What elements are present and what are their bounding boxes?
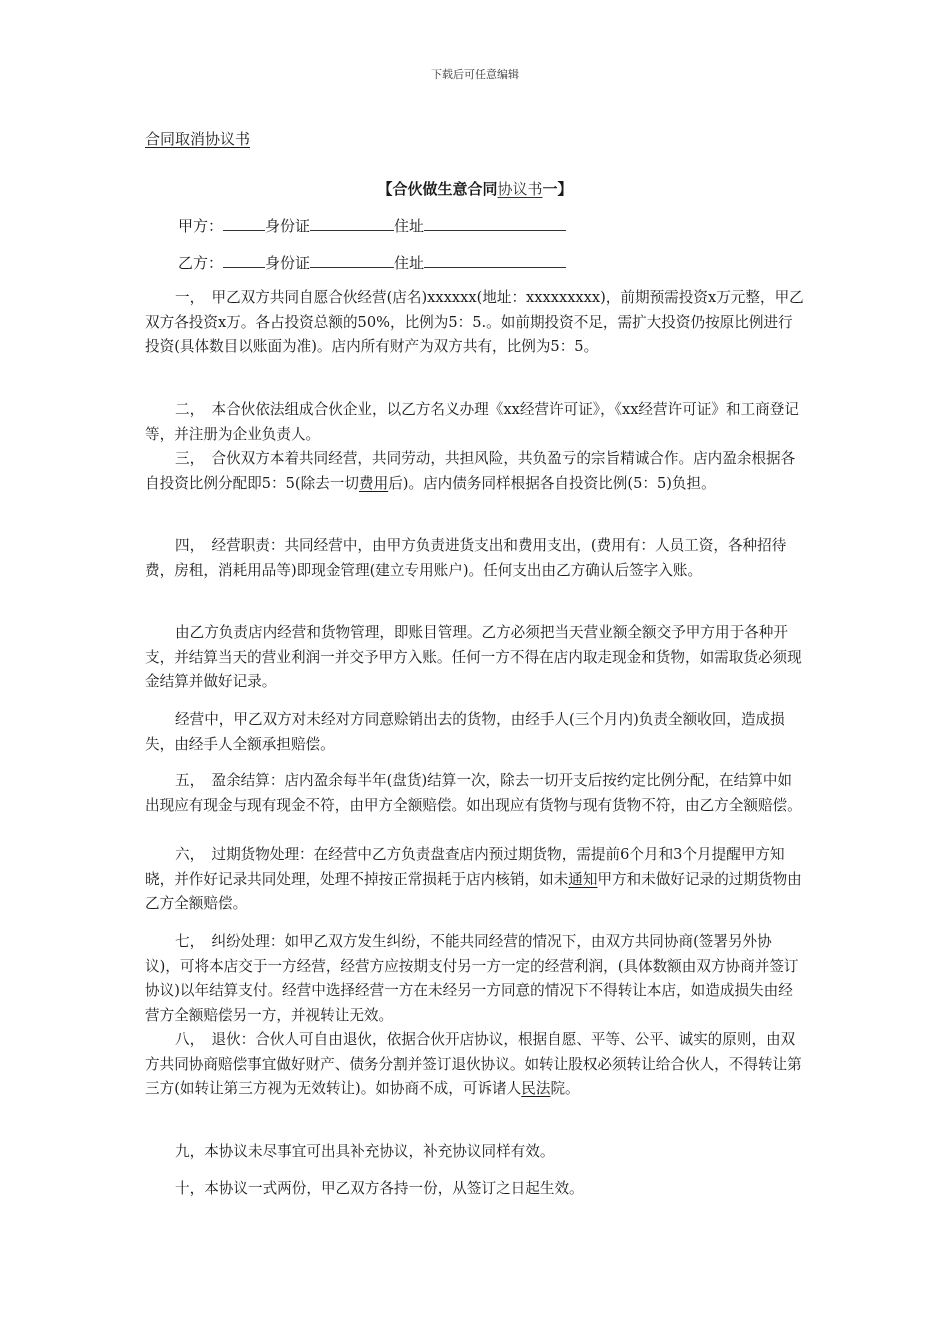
party-a-label: 甲方： xyxy=(178,217,224,235)
clause-4-goods: 由乙方负责店内经营和货物管理，即账目管理。乙方必须把当天营业额全额交予甲方用于各种开支，并结算当天的营业利润一并交予甲方入账。任何一方不得在店内取走现金和货物，如需取货必须现金结算并做好记录。 xyxy=(145,624,802,690)
main-title-prefix: 【合伙做生意合同 xyxy=(377,180,498,198)
party-a-addr-label: 住址 xyxy=(394,217,425,235)
party-a-addr-blank xyxy=(424,217,566,231)
main-title-suffix: 一】 xyxy=(542,180,573,198)
party-b-addr-label: 住址 xyxy=(394,254,425,272)
clause-4-credit: 经营中，甲乙双方对未经对方同意赊销出去的货物，由经手人(三个月内)负责全额收回，造成损失，由经手人全额承担赔偿。 xyxy=(145,711,785,753)
party-a-name-blank xyxy=(223,217,265,231)
clause-7: 七， 纠纷处理：如甲乙双方发生纠纷，不能共同经营的情况下，由双方共同协商(签署另外协议)，可将本店交于一方经营，经营方应按期支付另一方一定的经营利润，(具体数额由双方协商并签订协议)以年结算支付。经营中选择经营一方在未经另一方同意的情况下不得转让本店，如造成损失由经营方全额赔偿另一方，并视转让无效。 xyxy=(145,933,799,1024)
clause-8-pre: 八， 退伙：合伙人可自由退伙，依据合伙开店协议，根据自愿、平等、公平、诚实的原则，由双方共同协商赔偿事宜做好财产、债务分割并签订退伙协议。如转让股权必须转让给合伙人，不得转让第三方(如转让第三方视为无效转让)。如协商不成，可诉诸人 xyxy=(145,1031,802,1097)
header-note: 下载后可任意编辑 xyxy=(431,68,519,81)
party-b-id-blank xyxy=(310,254,394,268)
document-link[interactable]: 合同取消协议书 xyxy=(145,130,251,148)
clause-9: 九，本协议未尽事宜可出具补充协议，补充协议同样有效。 xyxy=(175,1143,555,1160)
party-b-line xyxy=(178,252,566,273)
clause-10: 十，本协议一式两份，甲乙双方各持一份，从签订之日起生效。 xyxy=(175,1180,584,1197)
party-b-label: 乙方： xyxy=(178,254,224,272)
main-title-link[interactable]: 协议书 xyxy=(497,180,543,198)
party-b-addr-blank xyxy=(424,254,566,268)
clause-6 xyxy=(145,843,805,917)
clause-4: 四， 经营职责：共同经营中，由甲方负责进货支出和费用支出，(费用有：人员工资，各种招待费，房租，消耗用品等)即现金管理(建立专用账户)。任何支出由乙方确认后签字入账。 xyxy=(145,537,787,579)
clause-6-link[interactable]: 通知 xyxy=(568,870,598,888)
clause-5: 五， 盈余结算：店内盈余每半年(盘货)结算一次，除去一切开支后按约定比例分配，在结算中如出现应有现金与现有现金不符，由甲方全额赔偿。如出现应有货物与现有货物不符，由乙方全额赔偿。 xyxy=(145,772,802,814)
clause-3-pre: 三， 合伙双方本着共同经营，共同劳动，共担风险，共负盈亏的宗旨精诚合作。店内盈余根据各自投资比例分配即5：5(除去一切 xyxy=(145,450,796,492)
clause-8-post: 院。 xyxy=(550,1080,580,1097)
clause-3 xyxy=(145,447,805,496)
party-b-id-label: 身份证 xyxy=(265,254,311,272)
clause-3-link[interactable]: 费用 xyxy=(358,474,389,492)
clause-6-post: 甲方和未做好记录的过期货物由乙方全额赔偿。 xyxy=(145,870,802,912)
clause-8-link[interactable]: 民法 xyxy=(521,1080,551,1097)
clause-8 xyxy=(145,1028,805,1102)
clause-6-pre: 六， 过期货物处理：在经营中乙方负责盘查店内预过期货物，需提前6个月和3个月提醒甲方知晓，并作好记录共同处理，处理不掉按正常损耗于店内核销，如未 xyxy=(145,846,785,888)
clause-2: 二， 本合伙依法组成合伙企业，以乙方名义办理《xx经营许可证》，《xx经营许可证》和工商登记等，并注册为企业负责人。 xyxy=(145,401,799,443)
party-b-name-blank xyxy=(223,254,265,268)
party-a-id-blank xyxy=(310,217,394,231)
clause-3-post: 后)。店内债务同样根据各自投资比例(5：5)负担。 xyxy=(388,474,716,492)
clause-1: 一， 甲乙双方共同自愿合伙经营(店名)xxxxxx(地址：xxxxxxxxx)，前期预需投资x万元整，甲乙双方各投资x万。各占投资总额的50%，比例为5：5.。如前期投资不足，需扩大投资仍按原比例进行投资(具体数目以账面为准)。店内所有财产为双方共有，比例为5：5。 xyxy=(145,289,804,355)
party-a-line xyxy=(178,215,566,236)
party-a-id-label: 身份证 xyxy=(265,217,311,235)
main-title xyxy=(0,178,950,199)
